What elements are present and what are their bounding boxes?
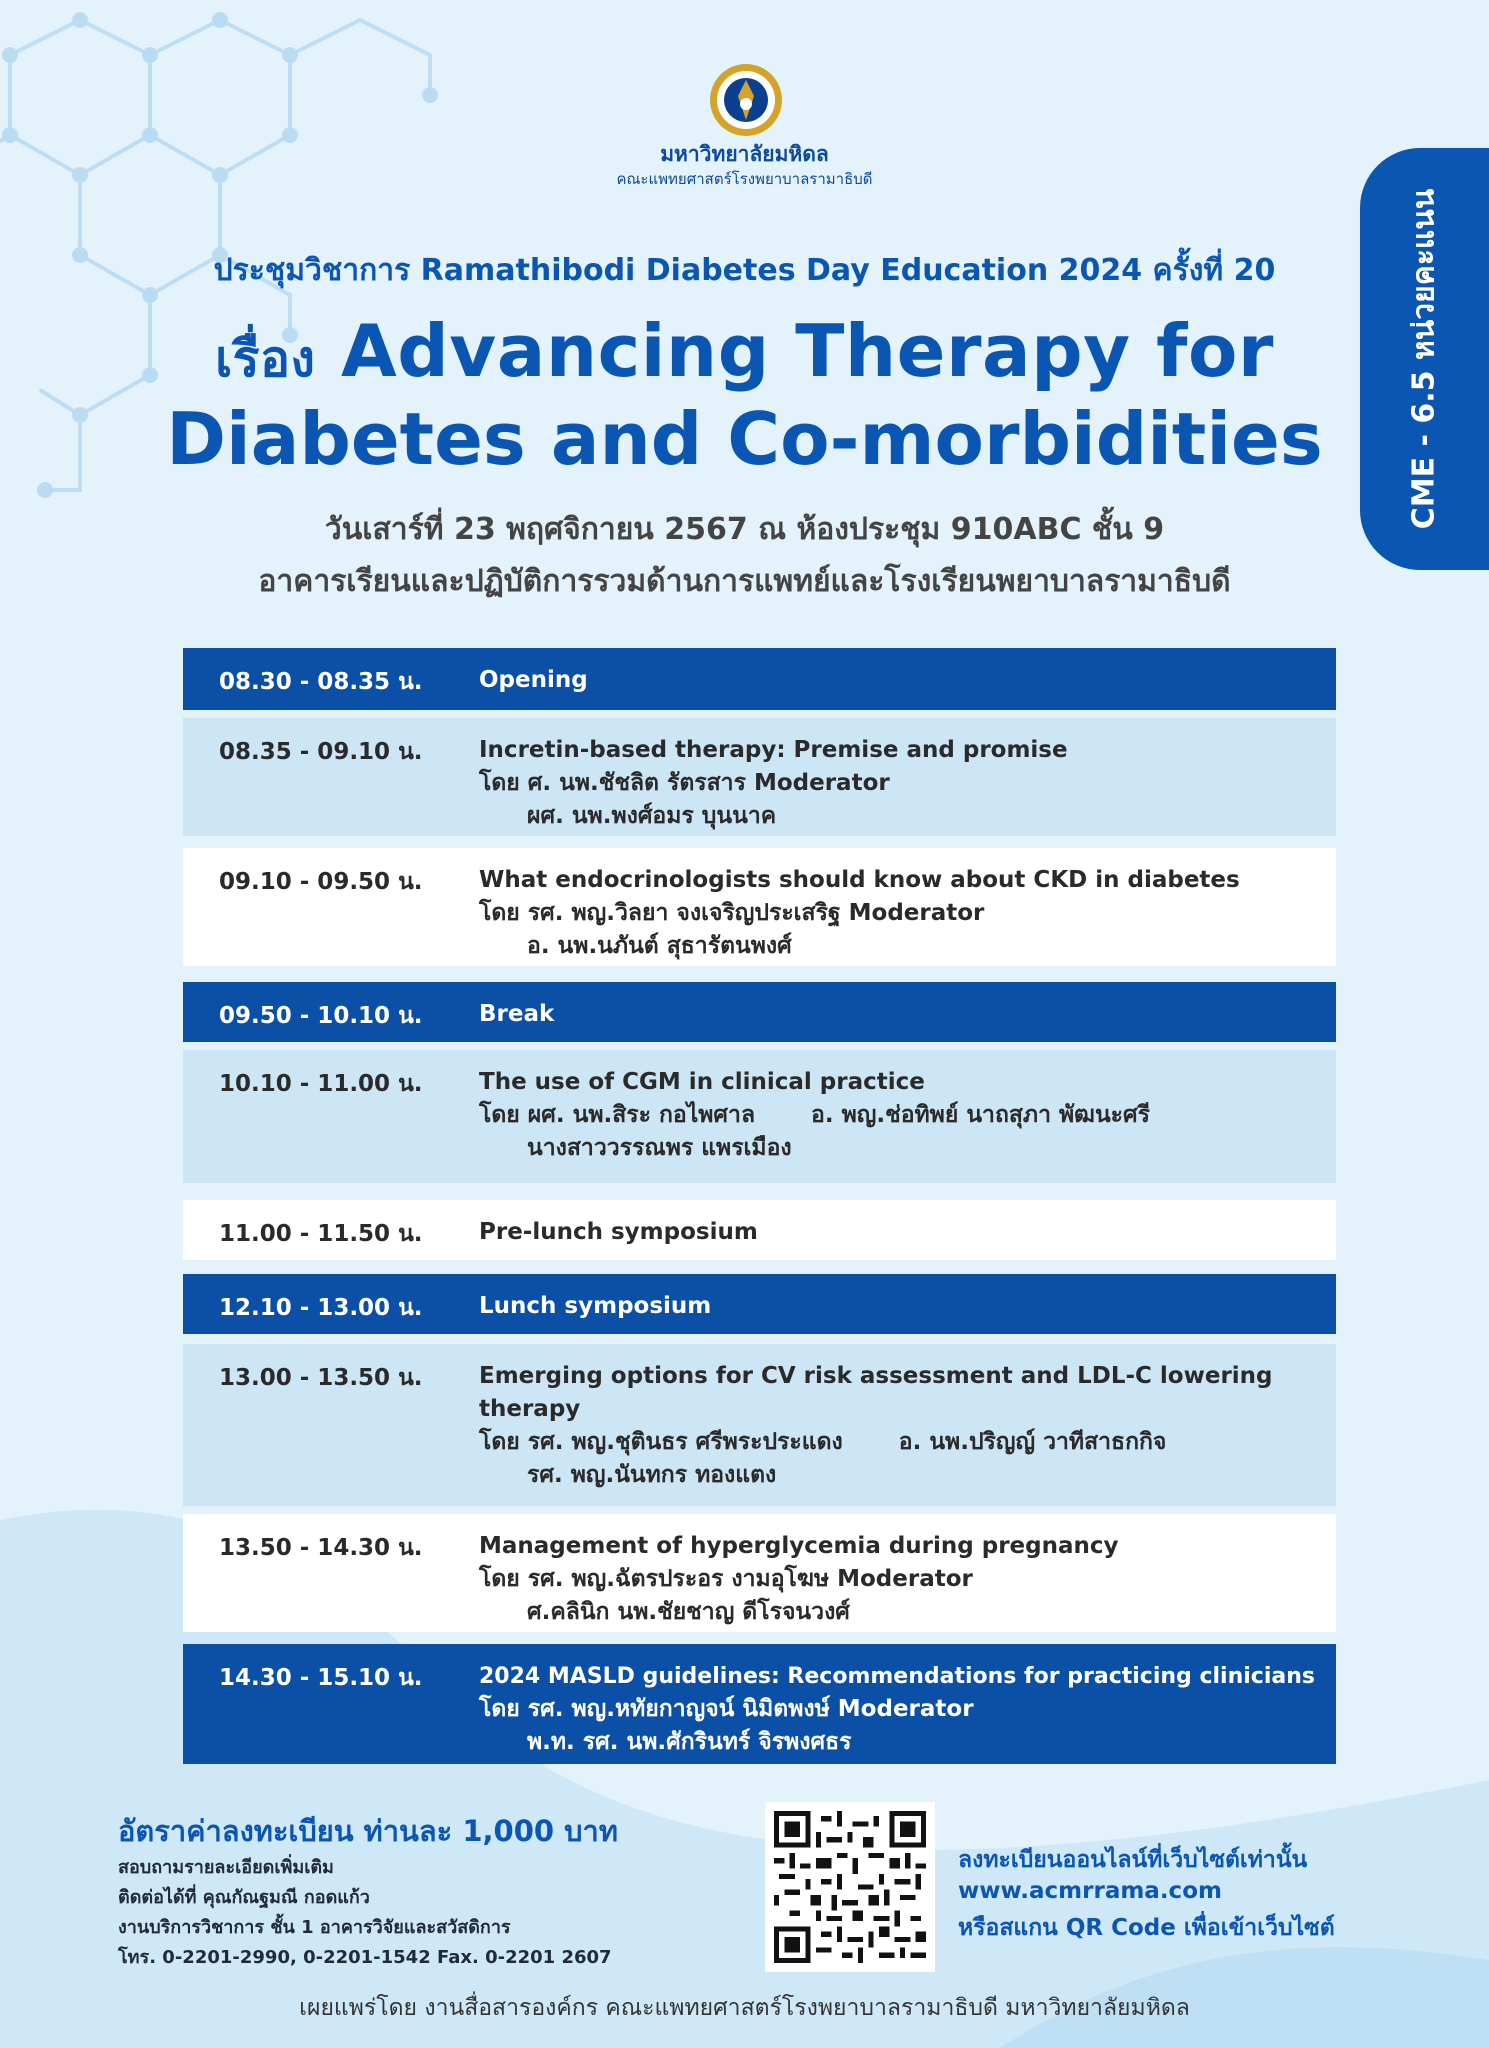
schedule-row — [183, 1514, 1336, 1632]
session-desc — [479, 1360, 1319, 1492]
contact-info-2: ติดต่อได้ที่ คุณกัณฐมณี กอดแก้ว — [118, 1887, 370, 1908]
session-speaker — [479, 1426, 1319, 1459]
qr-note: หรือสแกน QR Code เพื่อเข้าเว็บไซต์ — [958, 1915, 1335, 1941]
session-speaker: ผศ. นพ.พงศ์อมร บุนนาค — [527, 803, 777, 829]
session-time: 11.00 - 11.50 น. — [219, 1221, 423, 1247]
session-title: Opening — [479, 667, 588, 693]
session-time: 10.10 - 11.00 น. — [219, 1071, 423, 1097]
speaker-name: โดย ผศ. นพ.สิระ กอไพศาล — [479, 1102, 756, 1128]
event-title-line1 — [0, 310, 1489, 400]
session-desc — [479, 1066, 1319, 1165]
session-time: 09.10 - 09.50 น. — [219, 869, 423, 895]
session-speaker: โดย ศ. นพ.ชัชลิต รัตรสาร Moderator — [479, 770, 890, 796]
session-desc — [479, 1216, 1319, 1249]
session-title: Lunch symposium — [479, 1293, 712, 1319]
university-name: มหาวิทยาลัยมหิดล — [660, 142, 829, 166]
session-time: 09.50 - 10.10 น. — [219, 1003, 423, 1029]
faculty-name: คณะแพทยศาสตร์โรงพยาบาลรามาธิบดี — [616, 170, 873, 188]
session-title: Break — [479, 1001, 555, 1027]
session-speaker: อ. นพ.นภันต์ สุธารัตนพงศ์ — [527, 933, 792, 959]
schedule-row-lunch — [183, 1274, 1336, 1334]
session-speaker: รศ. พญ.นันทกร ทองแตง — [527, 1462, 777, 1488]
session-title: Incretin-based therapy: Premise and promise — [479, 737, 1068, 763]
mahidol-seal-icon — [708, 62, 784, 138]
session-time: 14.30 - 15.10 น. — [219, 1665, 423, 1691]
session-speaker: พ.ท. รศ. นพ.ศักรินทร์ จิรพงศธร — [527, 1729, 852, 1755]
session-desc — [479, 734, 1319, 833]
session-time: 13.50 - 14.30 น. — [219, 1535, 423, 1561]
schedule-row — [183, 1344, 1336, 1506]
schedule-row — [183, 1200, 1336, 1260]
session-time: 13.00 - 13.50 น. — [219, 1365, 423, 1391]
session-desc — [479, 1530, 1319, 1629]
session-time: 08.35 - 09.10 น. — [219, 739, 423, 765]
session-title: 2024 MASLD guidelines: Recommendations for practicing clinicians — [479, 1664, 1315, 1689]
session-desc — [479, 1660, 1319, 1759]
session-title: Management of hyperglycemia during pregnancy — [479, 1533, 1119, 1559]
event-venue: อาคารเรียนและปฏิบัติการรวมด้านการแพทย์และโรงเรียนพยาบาลรามาธิบดี — [258, 564, 1231, 599]
session-title: What endocrinologists should know about CKD in diabetes — [479, 867, 1240, 893]
registration-fee: อัตราค่าลงทะเบียน ท่านละ 1,000 บาท — [118, 1814, 618, 1848]
session-desc — [479, 664, 1319, 697]
session-title: Pre-lunch symposium — [479, 1219, 758, 1245]
session-speaker: นางสาววรรณพร แพรเมือง — [527, 1135, 792, 1161]
qr-code[interactable] — [765, 1802, 935, 1972]
session-title: The use of CGM in clinical practice — [479, 1069, 925, 1095]
event-title-line2: Diabetes and Co-morbidities — [166, 397, 1323, 481]
speaker-name: โดย รศ. พญ.ชุตินธร ศรีพระประแดง — [479, 1429, 843, 1455]
qr-code-icon — [774, 1811, 926, 1963]
contact-info-1: สอบถามรายละเอียดเพิ่มเติม — [118, 1857, 334, 1878]
session-title: Emerging options for CV risk assessment and LDL-C lowering therapy — [479, 1363, 1273, 1422]
cme-credits: CME - 6.5 หน่วยคะแนน — [1406, 188, 1442, 530]
website-link[interactable]: www.acmrrama.com — [958, 1878, 1222, 1904]
schedule-row — [183, 1644, 1336, 1764]
footer-publisher: เผยแพร่โดย งานสื่อสารองค์กร คณะแพทยศาสตร์โรงพยาบาลรามาธิบดี มหาวิทยาลัยมหิดล — [299, 1995, 1190, 2021]
schedule-row-opening — [183, 648, 1336, 710]
speaker-name: อ. นพ.ปริญญ์ วาทีสาธกกิจ — [898, 1429, 1167, 1455]
session-speaker: ศ.คลินิก นพ.ชัยชาญ ดีโรจนวงศ์ — [527, 1599, 850, 1625]
speaker-name: อ. พญ.ช่อทิพย์ นาถสุภา พัฒนะศรี — [811, 1102, 1150, 1128]
session-time: 12.10 - 13.00 น. — [219, 1295, 423, 1321]
schedule-row — [183, 1050, 1336, 1183]
event-date: วันเสาร์ที่ 23 พฤศจิกายน 2567 ณ ห้องประชุม 910ABC ชั้น 9 — [324, 512, 1165, 547]
contact-info-3: งานบริการวิชาการ ชั้น 1 อาคารวิจัยและสวัสดิการ — [118, 1917, 511, 1938]
session-time: 08.30 - 08.35 น. — [219, 669, 423, 695]
session-speaker — [479, 1099, 1319, 1132]
session-speaker: โดย รศ. พญ.วิลยา จงเจริญประเสริฐ Moderator — [479, 900, 985, 926]
session-desc — [479, 864, 1319, 963]
session-desc — [479, 1290, 1319, 1323]
conference-name: ประชุมวิชาการ Ramathibodi Diabetes Day Education 2024 ครั้งที่ 20 — [213, 253, 1276, 288]
online-registration-note: ลงทะเบียนออนไลน์ที่เว็บไซต์เท่านั้น — [958, 1847, 1308, 1873]
title-text-1: Advancing Therapy for — [341, 309, 1274, 393]
schedule-row — [183, 848, 1336, 966]
contact-phone: โทร. 0-2201-2990, 0-2201-1542 Fax. 0-2201 2607 — [118, 1947, 612, 1968]
schedule-row — [183, 718, 1336, 836]
session-desc — [479, 998, 1319, 1031]
schedule-row-break — [183, 982, 1336, 1042]
title-prefix: เรื่อง — [215, 330, 316, 388]
session-speaker: โดย รศ. พญ.หทัยกาญจน์ นิมิตพงษ์ Moderator — [479, 1696, 974, 1722]
session-speaker: โดย รศ. พญ.ฉัตรประอร งามอุโฆษ Moderator — [479, 1566, 973, 1592]
